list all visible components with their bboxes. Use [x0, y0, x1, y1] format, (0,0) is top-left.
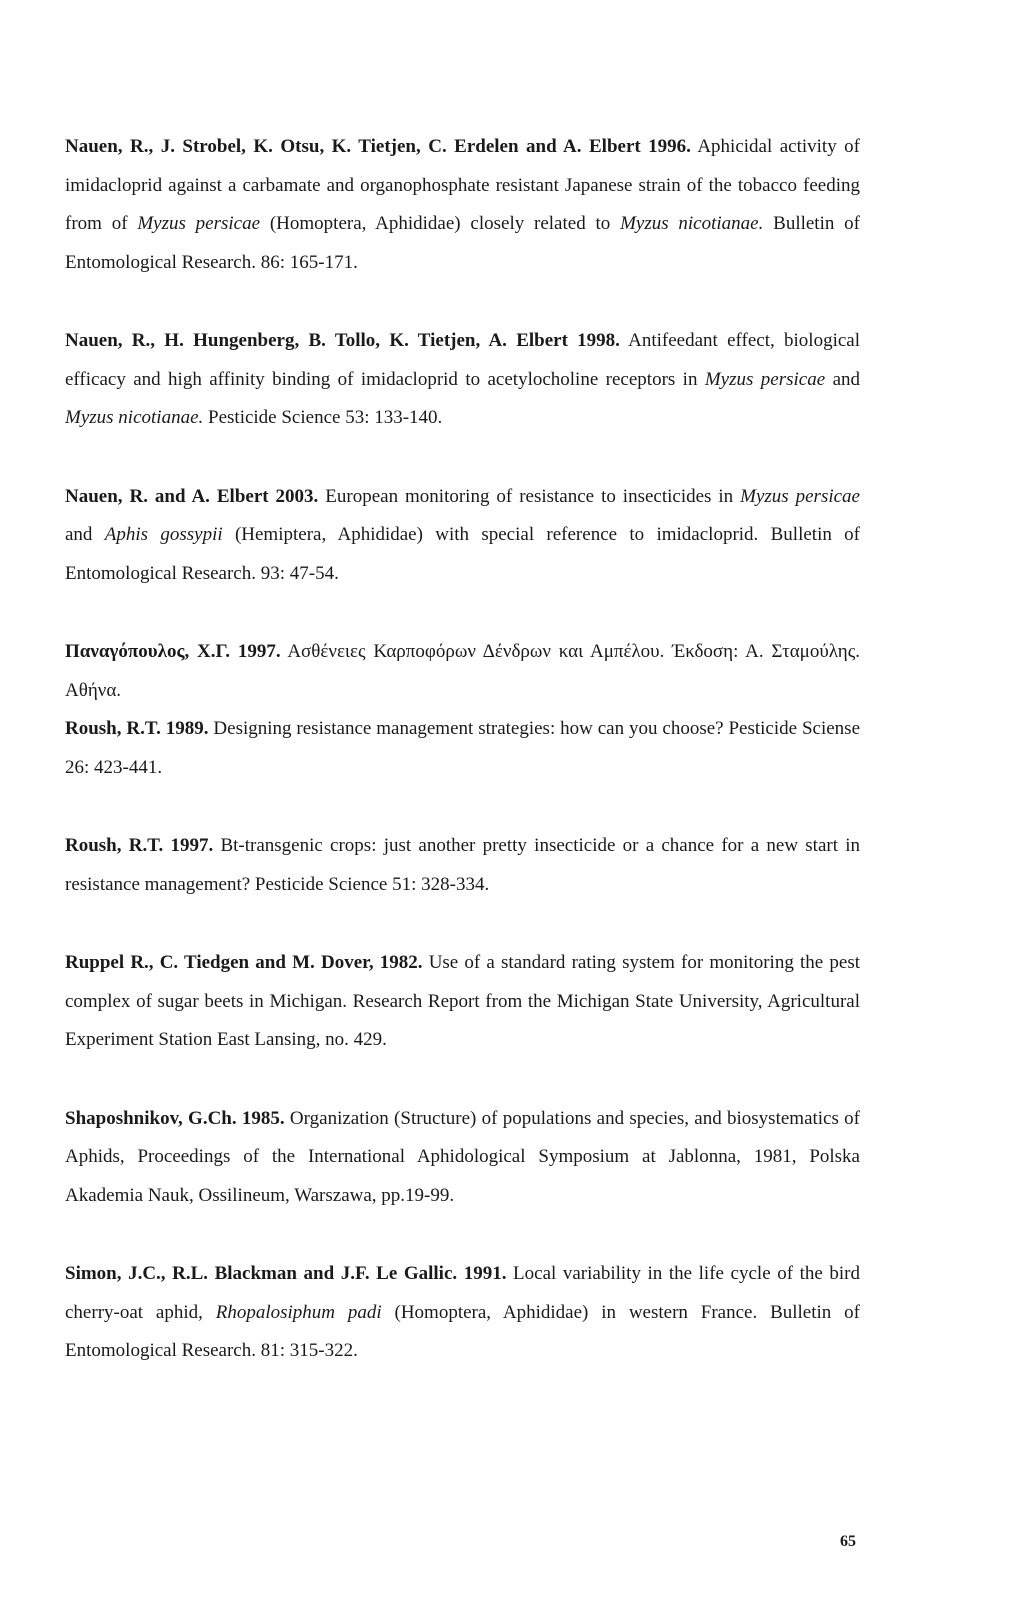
reference-list [65, 128, 860, 1411]
reference-authors-year: Roush, R.T. 1997. [65, 835, 214, 856]
reference-text: Bt-transgenic crops: just another pretty insecticide or a chance for a new start in resistance management? Pesticide Science 51: 328-334. [65, 835, 861, 895]
page-number: 65 [840, 1533, 856, 1550]
reference-text: Use of a standard rating system for monitoring the pest complex of sugar beets in Michigan. Research Report from the Michigan State University, Agricultural Experiment Station East Lansing, no. 429. [65, 952, 860, 1050]
reference-authors-year: Shaposhnikov, G.Ch. 1985. [65, 1107, 285, 1129]
reference-entry [65, 944, 860, 1060]
reference-text: Ασθένειες Καρποφόρων Δένδρων και Αμπέλου. Έκδοση: Α. Σταμούλης. Αθήνα. [65, 641, 861, 701]
reference-text: Organization (Structure) of populations and species, and biosystematics of Aphids, Proceedings of the International Aphidological Symposium at Jablonna, 1981, Polska Akademia Nauk, Ossilineum, Warszawa, pp.19-99. [65, 1107, 860, 1206]
reference-authors-year: Ruppel R., C. Tiedgen and M. Dover, 1982. [65, 952, 423, 973]
reference-authors-year: Roush, R.T. 1989. [65, 718, 209, 739]
reference-text: and [825, 368, 860, 390]
reference-entry [65, 633, 860, 710]
reference-species-name: Myzus persicae [704, 368, 826, 390]
reference-authors-year: Simon, J.C., R.L. Blackman and J.F. Le Gallic. 1991. [65, 1263, 507, 1284]
reference-text: Local variability in the life cycle of the bird cherry-oat aphid, [65, 1263, 860, 1323]
reference-species-name: Myzus persicae [137, 213, 261, 234]
reference-text: European monitoring of resistance to insecticides in [318, 485, 741, 507]
reference-entry [65, 1100, 860, 1216]
reference-text: and [65, 524, 105, 545]
reference-entry [65, 1255, 860, 1371]
reference-text: Designing resistance management strategies: how can you choose? Pesticide Sciense 26: 423-441. [65, 718, 861, 778]
reference-text: (Hemiptera, Aphididae) with special reference to imidacloprid. Bulletin of Entomological Research. 93: 47-54. [65, 524, 860, 584]
reference-entry [65, 710, 860, 787]
reference-authors-year: Nauen, R., H. Hungenberg, B. Tollo, K. Tietjen, A. Elbert 1998. [65, 330, 620, 351]
reference-text: Bulletin of Entomological Research. 86: 165-171. [65, 213, 860, 273]
reference-entry [65, 322, 860, 438]
reference-entry [65, 478, 860, 594]
reference-entry [65, 128, 860, 282]
reference-text: (Homoptera, Aphididae) in western France. Bulletin of Entomological Research. 81: 315-322. [65, 1301, 860, 1361]
reference-species-name: Myzus nicotianae. [620, 213, 764, 234]
reference-text: (Homoptera, Aphididae) closely related to [260, 213, 621, 234]
reference-species-name: Rhopalosiphum padi [215, 1301, 382, 1323]
reference-text: Aphicidal activity of imidacloprid against a carbamate and organophosphate resistant Japanese strain of the tobacco feeding from of [65, 136, 861, 234]
reference-authors-year: Παναγόπουλος, Χ.Γ. 1997. [65, 641, 281, 662]
reference-text: Antifeedant effect, biological efficacy and high affinity binding of imidacloprid to acetylocholine receptors in [65, 330, 860, 390]
reference-authors-year: Nauen, R. and A. Elbert 2003. [65, 485, 319, 507]
reference-species-name: Myzus nicotianae. [65, 407, 204, 428]
reference-entry [65, 827, 860, 904]
reference-text: Pesticide Science 53: 133-140. [203, 407, 443, 428]
reference-species-name: Aphis gossypii [104, 524, 223, 545]
reference-authors-year: Nauen, R., J. Strobel, K. Otsu, K. Tietjen, C. Erdelen and A. Elbert 1996. [65, 136, 691, 157]
reference-species-name: Myzus persicae [740, 485, 860, 507]
